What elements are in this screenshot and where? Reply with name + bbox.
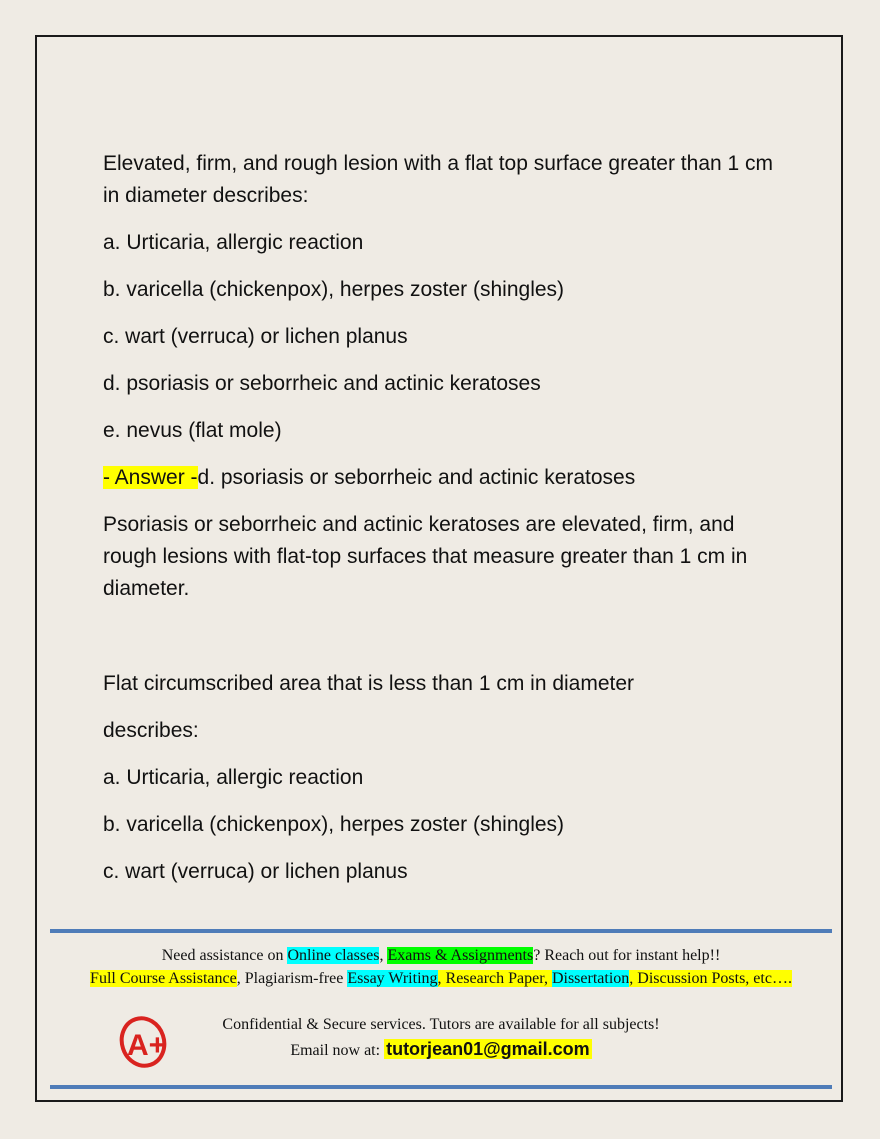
- footer-text: Need assistance on: [161, 947, 288, 964]
- answer-text: d. psoriasis or seborrheic and actinic keratoses: [197, 466, 636, 489]
- full-course-highlight: Full Course Assistance: [90, 970, 237, 987]
- logo-text: A+: [127, 1029, 167, 1062]
- document-body: [103, 148, 783, 903]
- footer-promo: [50, 944, 832, 990]
- question-2-stem-line2: describes:: [103, 719, 199, 742]
- footer-text: ? Reach out for instant help!!: [533, 947, 721, 964]
- question-2-option-c: c. wart (verruca) or lichen planus: [103, 860, 408, 883]
- question-2-option-a: a. Urticaria, allergic reaction: [103, 766, 364, 789]
- question-2-option-b: b. varicella (chickenpox), herpes zoster (shingles): [103, 813, 565, 836]
- question-2-stem-line1: Flat circumscribed area that is less than 1 cm in diameter: [103, 672, 635, 695]
- question-1-stem: Elevated, firm, and rough lesion with a flat top surface greater than 1 cm in diameter describes:: [103, 152, 774, 207]
- footer-line-2: [50, 967, 832, 990]
- question-1-option-b: b. varicella (chickenpox), herpes zoster (shingles): [103, 278, 565, 301]
- question-1-answer: [103, 462, 783, 494]
- footer-text: ,: [379, 947, 388, 964]
- footer-top-rule: [50, 929, 832, 933]
- email-link[interactable]: tutorjean01@gmail.com: [386, 1039, 590, 1059]
- answer-label: - Answer -: [103, 466, 198, 489]
- footer-line-1: [50, 944, 832, 967]
- exams-highlight: Exams & Assignments: [387, 947, 534, 964]
- online-classes-highlight: Online classes: [287, 947, 380, 964]
- email-label: Email now at:: [290, 1042, 385, 1059]
- question-1-option-e: e. nevus (flat mole): [103, 419, 282, 442]
- question-1-option-d: d. psoriasis or seborrheic and actinic keratoses: [103, 372, 541, 395]
- footer-email-line: [50, 1038, 832, 1062]
- research-paper-highlight: , Research Paper,: [437, 970, 552, 987]
- footer-bottom-rule: [50, 1085, 832, 1089]
- footer-line-3: Confidential & Secure services. Tutors are available for all subjects!: [222, 1016, 660, 1033]
- discussion-posts-highlight: , Discussion Posts, etc….: [629, 970, 792, 987]
- question-1-explanation: Psoriasis or seborrheic and actinic keratoses are elevated, firm, and rough lesions with flat-top surfaces that measure greater than 1 cm in diameter.: [103, 513, 748, 600]
- dissertation-highlight: Dissertation: [551, 970, 630, 987]
- question-1-option-a: a. Urticaria, allergic reaction: [103, 231, 364, 254]
- question-1-option-c: c. wart (verruca) or lichen planus: [103, 325, 408, 348]
- essay-writing-highlight: Essay Writing: [347, 970, 438, 987]
- footer-contact: [50, 1013, 832, 1062]
- footer-text: , Plagiarism-free: [236, 970, 348, 987]
